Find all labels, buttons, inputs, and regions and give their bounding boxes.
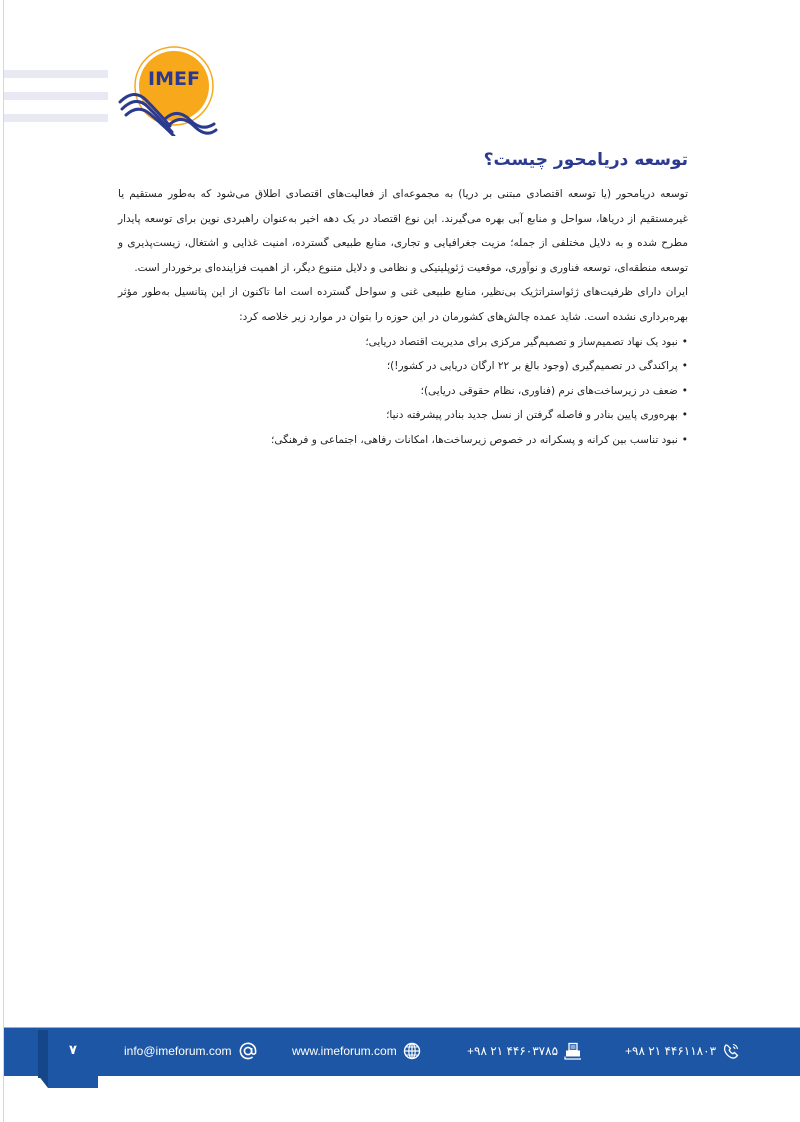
logo-text: IMEF <box>148 68 200 90</box>
page-tab-fold <box>38 1030 48 1078</box>
list-item <box>118 403 688 428</box>
fax-text: +۹۸ ۲۱ ۴۴۶۰۳۷۸۵ <box>467 1044 559 1058</box>
stripe <box>4 114 108 122</box>
page-number-tab <box>48 1030 98 1088</box>
list-item <box>118 428 688 453</box>
at-icon <box>238 1041 258 1061</box>
footer-website[interactable] <box>292 1040 421 1062</box>
website-text[interactable]: www.imeforum.com <box>292 1044 397 1058</box>
list-item <box>118 330 688 355</box>
article <box>118 150 688 453</box>
list-item-text: پراکندگی در تصمیم‌گیری (وجود بالغ بر ۲۲ ارگان دریایی در کشور!)؛ <box>386 360 678 373</box>
page-left-border <box>3 0 4 1122</box>
list-item <box>118 379 688 404</box>
email-text[interactable]: info@imeforum.com <box>124 1044 232 1058</box>
footer-email[interactable] <box>124 1040 258 1062</box>
decorative-stripes <box>4 70 108 136</box>
paragraph-intro: توسعه دریامحور (یا توسعه اقتصادی مبتنی بر دریا) به مجموعه‌ای از فعالیت‌های اقتصادی اطلاق می‌شود که به‌طور مستقیم یا غیرمستقیم از دریاها، سواحل و منابع آبی بهره می‌گیرند. این نوع اقتصاد در یک دهه اخیر به‌عنوان راهبردی نوین برای توسعه پایدار مطرح شده و به دلایل مختلفی از جمله؛ مزیت جغرافیایی و تجاری، منابع طبیعی گسترده، امنیت غذایی و اشتغال، زیست‌پذیری و توسعه منطقه‌ای، توسعه فناوری و نوآوری، موقعیت ژئوپلیتیکی و نظامی و دلایل متنوع دیگر، از اهمیت فزاینده‌ای برخوردار است. <box>118 188 688 274</box>
list-item-text: نبود تناسب بین کرانه و پسکرانه در خصوص زیرساخت‌ها، امکانات رفاهی، اجتماعی و فرهنگی؛ <box>271 433 678 446</box>
bullet-icon: • <box>681 409 688 422</box>
stripe <box>4 92 108 100</box>
challenges-list <box>118 330 688 453</box>
list-item-text: نبود یک نهاد تصمیم‌ساز و تصمیم‌گیر مرکزی برای مدیریت اقتصاد دریایی؛ <box>365 335 678 348</box>
footer-fax <box>467 1040 582 1062</box>
page-number: ۷ <box>69 1043 77 1058</box>
paragraph-challenges: ایران دارای ظرفیت‌های ژئواستراتژیک بی‌نظیر، منابع طبیعی غنی و سواحل گسترده است اما تاکنون از این پتانسیل به‌طور مؤثر بهره‌برداری نشده است. شاید عمده چالش‌های کشورمان در این حوزه را بتوان در موارد زیر خلاصه کرد: <box>118 286 688 323</box>
bullet-icon: • <box>681 433 688 446</box>
footer-phone <box>625 1040 740 1062</box>
fax-icon <box>564 1042 582 1060</box>
phone-text: +۹۸ ۲۱ ۴۴۶۱۱۸۰۳ <box>625 1044 717 1058</box>
bullet-icon: • <box>681 360 688 373</box>
bullet-icon: • <box>681 335 688 348</box>
list-item-text: بهره‌وری پایین بنادر و فاصله گرفتن از نسل جدید بنادر پیشرفته دنیا؛ <box>386 409 678 422</box>
list-item-text: ضعف در زیرساخت‌های نرم (فناوری، نظام حقوقی دریایی)؛ <box>420 384 678 397</box>
bullet-icon: • <box>681 384 688 397</box>
page-tab-corner <box>38 1075 48 1088</box>
imef-logo <box>116 44 218 136</box>
article-title: توسعه دریامحور چیست؟ <box>483 150 688 170</box>
stripe <box>4 70 108 78</box>
phone-icon <box>722 1042 740 1060</box>
globe-icon <box>403 1042 421 1060</box>
list-item <box>118 354 688 379</box>
